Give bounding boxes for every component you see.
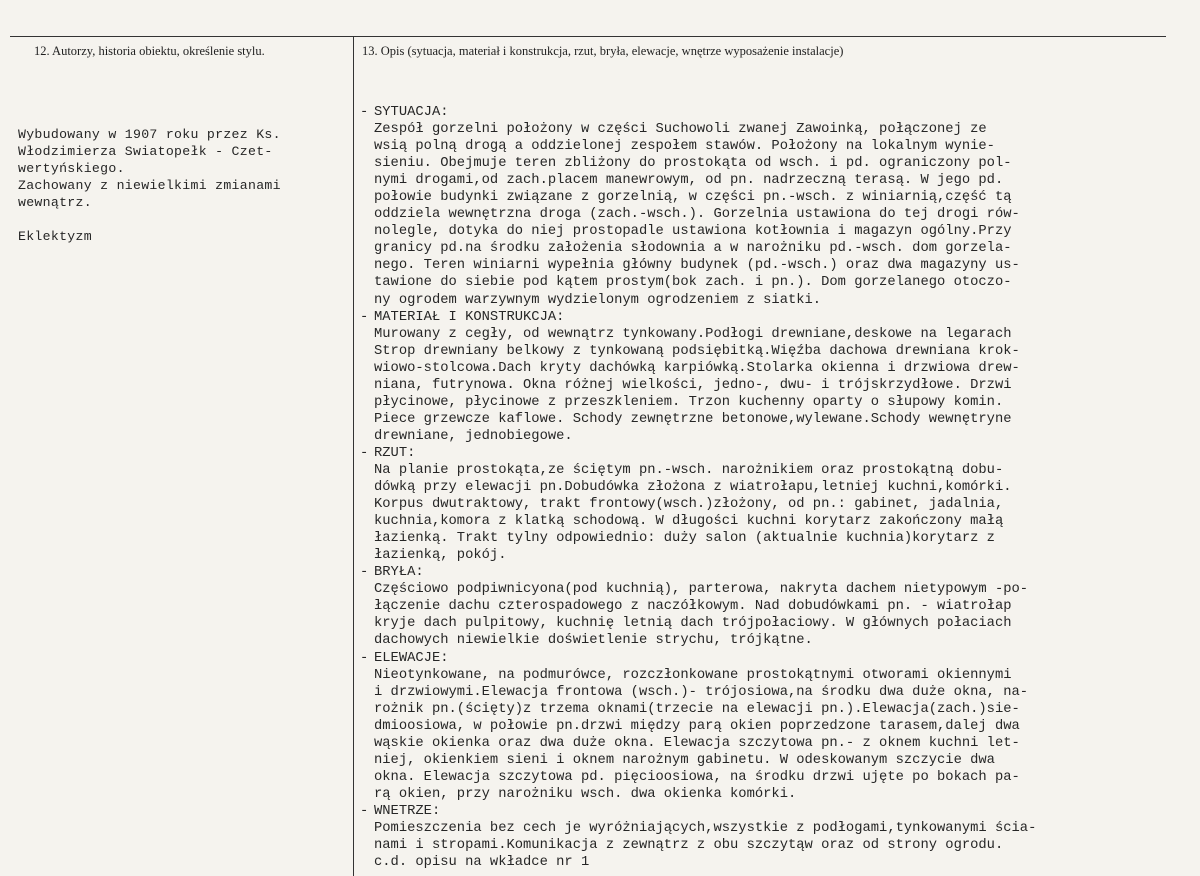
description-line: niej, okienkiem sieni i oknem narożnym gabinetu. W odeskowanym szczycie dwa	[374, 752, 995, 768]
description-line: tawione do siebie pod kątem prostym(bok zach. i pn.). Dom gorzelanego otoczo-	[374, 275, 1012, 291]
description-line: Na planie prostokąta,ze ściętym pn.-wsch. narożnikiem oraz prostokątną dobu-	[374, 462, 1004, 478]
description-line: dówką przy elewacji pn.Dobudówka złożona z wiatrołapu,letniej kuchni,komórki.	[374, 480, 1012, 496]
description-line: niana, futrynowa. Okna różnej wielkości, jedno-, dwu- i trójskrzydłowe. Drzwi	[374, 377, 1012, 393]
section-heading-text: SYTUACJA:	[374, 105, 449, 120]
description-line: Korpus dwutraktowy, trakt frontowy(wsch.)złożony, od pn.: gabinet, jadalnia,	[374, 497, 1004, 513]
history-line: Wybudowany w 1907 roku przez Ks.	[18, 127, 281, 142]
description-line: Nieotynkowane, na podmurówce, rozczłonkowane prostokątnymi otworami okiennymi	[374, 667, 1012, 683]
history-column	[18, 126, 350, 245]
description-line: połowie budynki związane z gorzelnią, w części pn.-wsch. z winiarnią,część tą	[374, 190, 1012, 206]
description-line: drewniane, jednobiegowe.	[374, 428, 573, 444]
section-heading	[360, 564, 1194, 581]
description-line: nolegle, dotyka do niej prostopadle ustawiona kotłownia i magazyn ogólny.Przy	[374, 224, 1012, 240]
description-line: wąskie okienka oraz dwa duże okna. Elewacja szczytowa pn.- z oknem kuchni let-	[374, 735, 1020, 751]
section-heading	[360, 104, 1194, 121]
section-tick-mark: -	[360, 445, 369, 461]
section-heading-text: WNETRZE:	[374, 803, 441, 819]
description-line: Strop drewniany belkowy z tynkowaną podsiębitką.Więźba dachowa drewniana krok-	[374, 343, 1020, 359]
description-line: dmioosiowa, w połowie pn.drzwi między parą okien poprzedzone tarasem,dalej dwa	[374, 718, 1020, 734]
right-column-header: 13. Opis (sytuacja, materiał i konstrukcja, rzut, bryła, elewacje, wnętrze wyposażenie instalacje)	[362, 44, 844, 58]
section-heading	[360, 803, 1194, 820]
description-line: dachowych niewielkie doświetlenie strychu, trójkątne.	[374, 633, 813, 649]
description-line: wiowo-stolcowa.Dach kryty dachówką karpiówką.Stolarka okienna i drzwiowa drew-	[374, 360, 1020, 376]
section-heading	[360, 650, 1194, 667]
description-line: łazienką, pokój.	[374, 548, 507, 564]
description-line: Zespół gorzelni położony w części Suchowoli zwanej Zawoinką, połączonej ze	[374, 122, 987, 138]
description-line: kryje dach pulpitowy, kuchnię letnią dach trójpołaciowy. W głównych połaciach	[374, 616, 1012, 632]
description-line: Częściowo podpiwnicyona(pod kuchnią), parterowa, nakryta dachem nietypowym -po-	[374, 582, 1029, 598]
description-line: sieniu. Obejmuje teren zbliżony do prostokąta od wsch. i pd. ograniczony pol-	[374, 156, 1012, 172]
description-line: łazienką. Trakt tylny odpowiednio: duży salon (aktualnie kuchnia)korytarz z	[374, 531, 995, 547]
section-heading-text: BRYŁA:	[374, 565, 424, 581]
description-line: oddziela wewnętrzna droga (zach.-wsch.). Gorzelnia ustawiona do tej drogi rów-	[374, 207, 1020, 223]
section-heading	[360, 445, 1194, 462]
description-line: Piece grzewcze kaflowe. Schody zewnętrzne betonowe,wylewane.Schody wewnętryne	[374, 411, 1012, 427]
description-line: nymi drogami,od zach.placem manewrowym, od pn. nadrzeczną terasą. W jego pd.	[374, 173, 1004, 189]
top-rule	[10, 36, 1166, 37]
description-line: ny ogrodem warzywnym wydzielonym ogrodzeniem z siatki.	[374, 292, 822, 308]
section-heading-text: RZUT:	[374, 445, 416, 461]
left-column-header: 12. Autorzy, historia obiektu, określenie stylu.	[34, 44, 265, 58]
description-line: i drzwiowymi.Elewacja frontowa (wsch.)- trójosiowa,na środku dwa duże okna, na-	[374, 684, 1029, 700]
description-line: wsią polną drogą a oddzielonej zespołem stawów. Położony na lokalnym wynie-	[374, 139, 995, 155]
description-column	[360, 104, 1194, 871]
description-line: kuchnia,komora z klatką schodową. W długości kuchni korytarz zakończony małą	[374, 514, 1004, 530]
history-line: wewnątrz.	[18, 195, 92, 210]
history-line: Włodzimierza Swiatopełk - Czet-	[18, 144, 273, 159]
section-heading-text: ELEWACJE:	[374, 650, 449, 666]
history-line: Zachowany z niewielkimi zmianami	[18, 178, 281, 193]
section-tick-mark: -	[360, 565, 369, 581]
section-heading-text: MATERIAŁ I KONSTRUKCJA:	[374, 309, 565, 325]
history-line: wertyńskiego.	[18, 161, 125, 176]
section-tick-mark: -	[360, 309, 369, 325]
section-tick-mark: -	[360, 803, 369, 819]
section-heading	[360, 309, 1194, 326]
description-line: nego. Teren winiarni wypełnia główny budynek (pd.-wsch.) oraz dwa magazyny us-	[374, 258, 1020, 274]
style-label: Eklektyzm	[18, 229, 92, 244]
section-tick-mark: -	[360, 105, 369, 120]
description-line: granicy pd.na środku założenia słodownia a w narożniku pd.-wsch. dom gorzela-	[374, 241, 1012, 257]
description-line: Murowany z cegły, od wewnątrz tynkowany.Podłogi drewniane,deskowe na legarach	[374, 326, 1012, 342]
description-line: rą okien, przy narożniku wsch. dwa okienka komórki.	[374, 786, 797, 802]
description-line: c.d. opisu na wkładce nr 1	[374, 855, 590, 871]
description-line: nami i stropami.Komunikacja z zewnątrz z obu szczytąw oraz od strony ogrodu.	[374, 838, 1004, 854]
description-line: Pomieszczenia bez cech je wyróżniających,wszystkie z podłogami,tynkowanymi ścia-	[374, 820, 1037, 836]
description-line: okna. Elewacja szczytowa pd. pięcioosiowa, na środku drzwi ujęte po bokach pa-	[374, 769, 1020, 785]
section-tick-mark: -	[360, 650, 369, 666]
description-line: rożnik pn.(ścięty)z trzema oknami(trzecie na elewacji pn.).Elewacja(zach.)sie-	[374, 701, 1020, 717]
column-divider	[353, 36, 354, 876]
description-line: łączenie dachu czterospadowego z naczółkowym. Nad dobudówkami pn. - wiatrołap	[374, 599, 1012, 615]
description-line: płycinowe, płycinowe z przeszkleniem. Trzon kuchenny oparty o słupowy komin.	[374, 394, 1004, 410]
